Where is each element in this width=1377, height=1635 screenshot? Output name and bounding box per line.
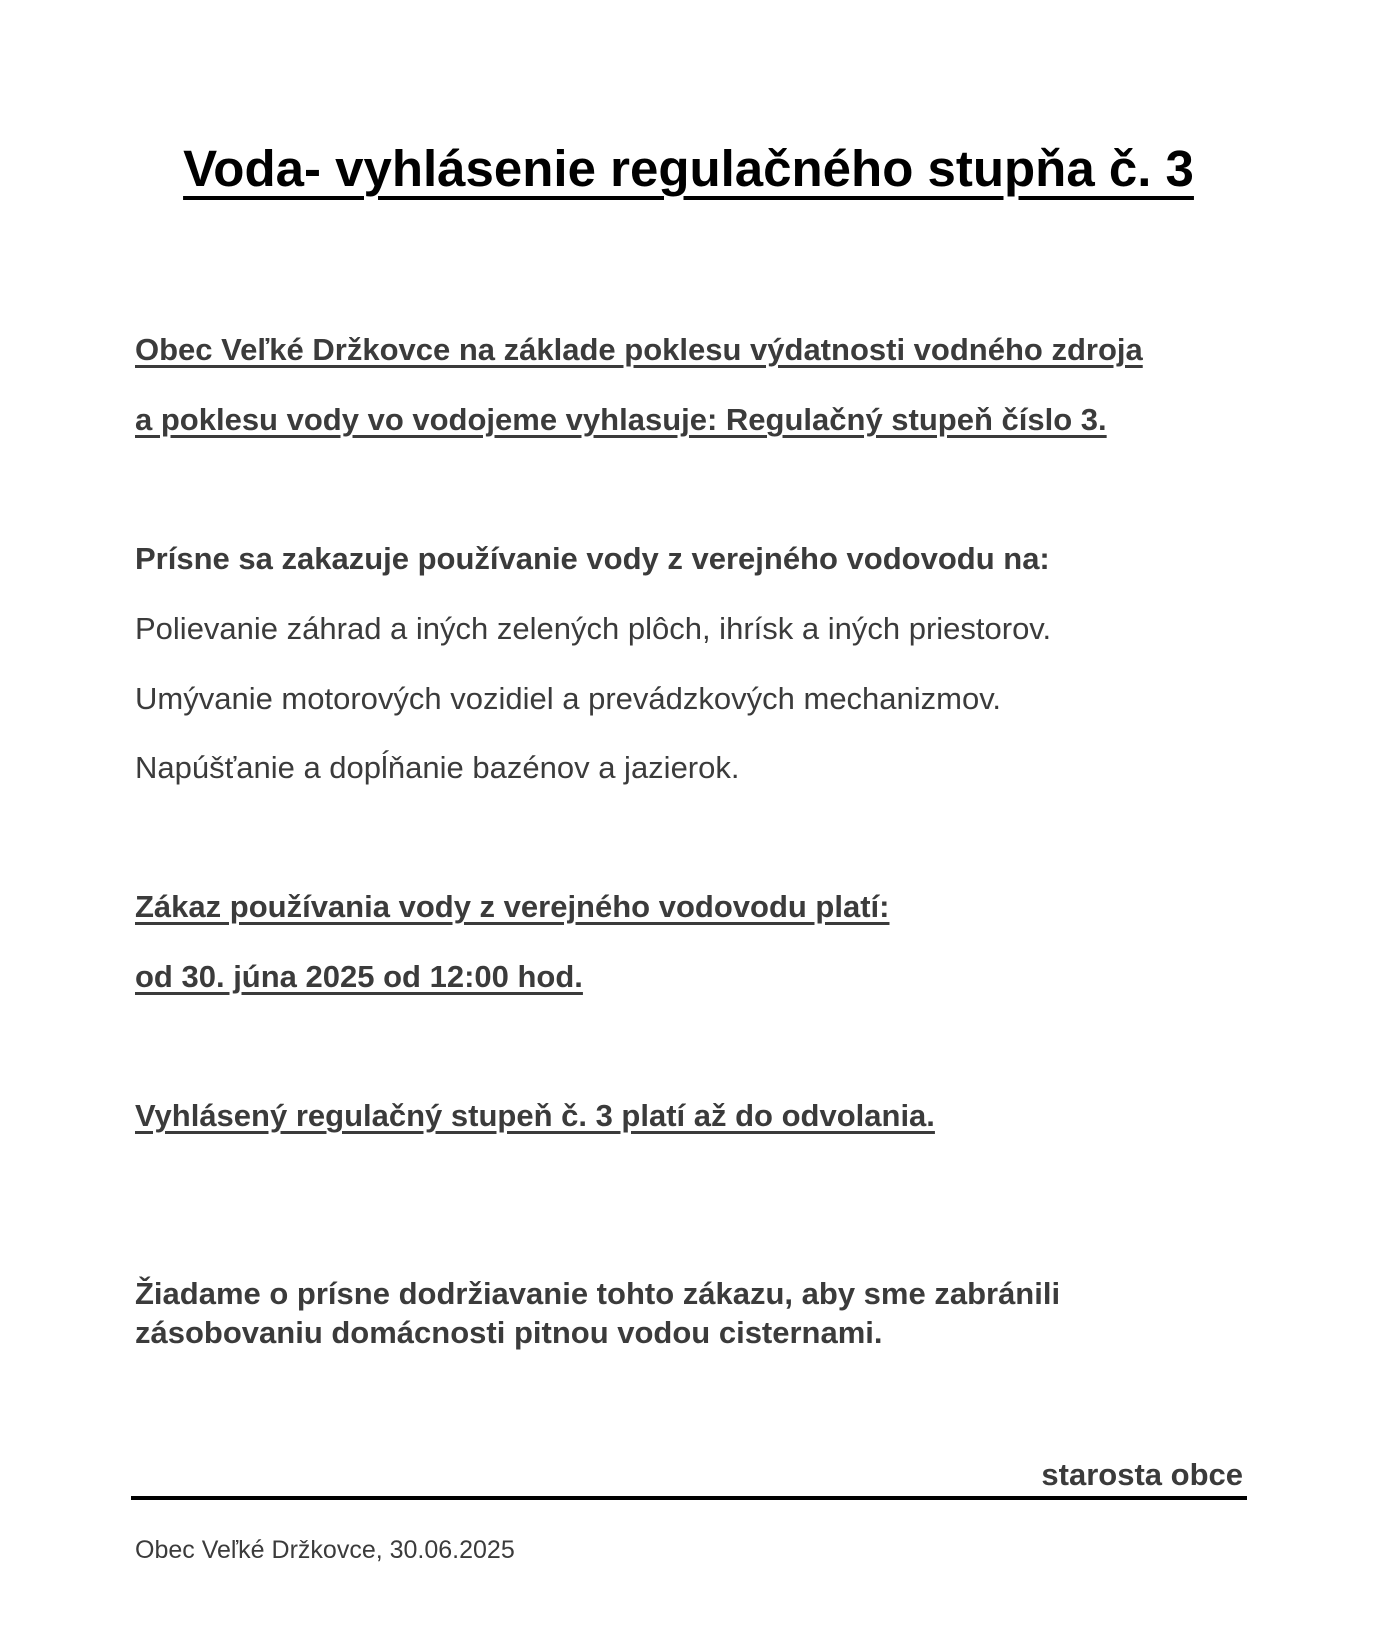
prohibition-item: Polievanie záhrad a iných zelených plôch, ihrísk a iných priestorov. [135,611,1052,646]
closing-line-1: Žiadame o prísne dodržiavanie tohto zákazu, aby sme zabránili [135,1276,1061,1311]
prohibition-item: Napúšťanie a dopĺňanie bazénov a jazierok. [135,750,740,785]
closing-line-2: zásobovaniu domácnosti pitnou vodou cisternami. [135,1315,883,1350]
validity-until: Vyhlásený regulačný stupeň č. 3 platí až do odvolania. [135,1098,935,1133]
signature-rule [131,1496,1247,1500]
signature-label: starosta obce [1041,1457,1243,1492]
prohibition-heading: Prísne sa zakazuje používanie vody z verejného vodovodu na: [135,541,1050,576]
validity-line-1: Zákaz používania vody z verejného vodovodu platí: [135,889,890,924]
prohibition-item: Umývanie motorových vozidiel a prevádzkových mechanizmov. [135,681,1002,716]
closing-request [135,1274,1255,1352]
validity-line-2: od 30. júna 2025 od 12:00 hod. [135,959,583,994]
intro-line-1: Obec Veľké Držkovce na základe poklesu výdatnosti vodného zdroja [135,332,1143,367]
document-title: Voda- vyhlásenie regulačného stupňa č. 3 [183,140,1194,197]
intro-line-2: a poklesu vody vo vodojeme vyhlasuje: Regulačný stupeň číslo 3. [135,402,1107,437]
footer-place-date: Obec Veľké Držkovce, 30.06.2025 [135,1536,515,1564]
